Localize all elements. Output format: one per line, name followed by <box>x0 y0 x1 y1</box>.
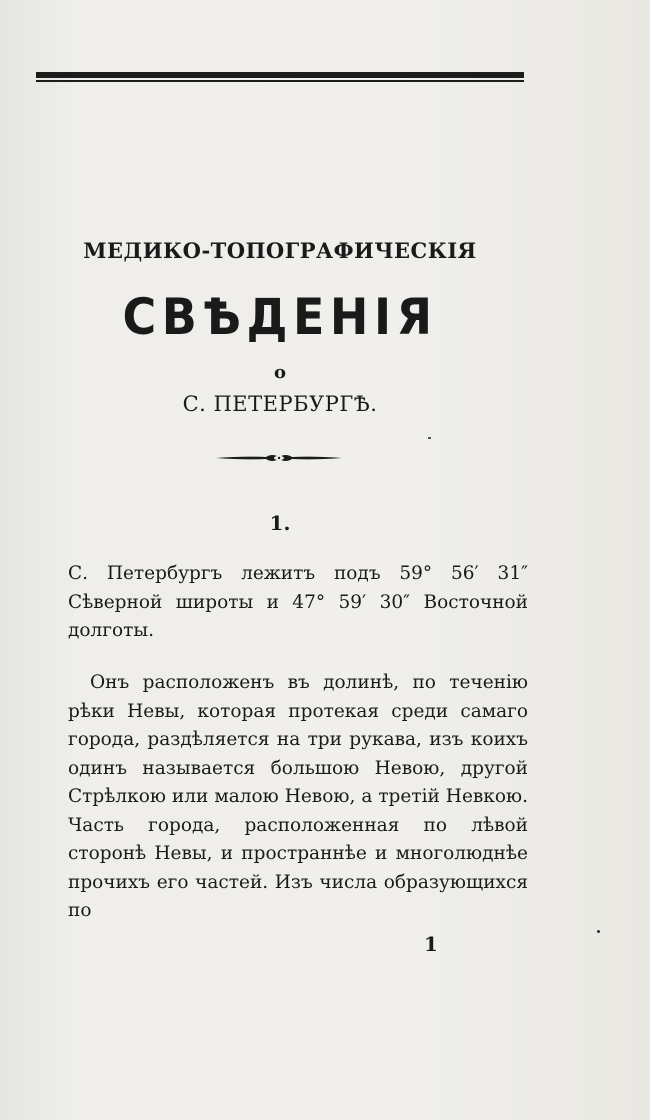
paper-speck <box>597 930 600 933</box>
paragraph-location: С. Петербургъ лежитъ подъ 59° 56′ 31″ Сѣверной широты и 47° 59′ 30″ Восточной долготы. <box>68 563 528 641</box>
heading-svedenia: СВѢДЕНІЯ <box>122 288 438 346</box>
paragraph-neva: Онъ расположенъ въ долинѣ, по теченію рѣки Невы, которая протекая среди самаго города, раздѣляется на три рукава, изъ коихъ одинъ называется большою Невою, другой Стрѣлкою или малою Невою, а третій Невкою. Часть города, расположенная по лѣвой сторонѣ Невы, и пространнѣе и многолюднѣе прочихъ его частей. Изъ числа образующихся по <box>68 672 528 921</box>
paper-speck <box>428 437 431 439</box>
page-number: 1 <box>424 932 438 956</box>
heading-medico-topographic: МЕДИКО-ТОПОГРАФИЧЕСКІЯ <box>83 238 477 263</box>
heading-st-petersburg: С. ПЕТЕРБУРГѢ. <box>182 392 378 416</box>
ornament-divider-icon <box>214 450 344 466</box>
header-rule-thick <box>36 72 524 78</box>
header-rule-thin <box>36 80 524 82</box>
header-double-rule <box>36 72 524 82</box>
section-number: 1. <box>269 511 291 535</box>
heading-preposition: о <box>273 362 286 383</box>
